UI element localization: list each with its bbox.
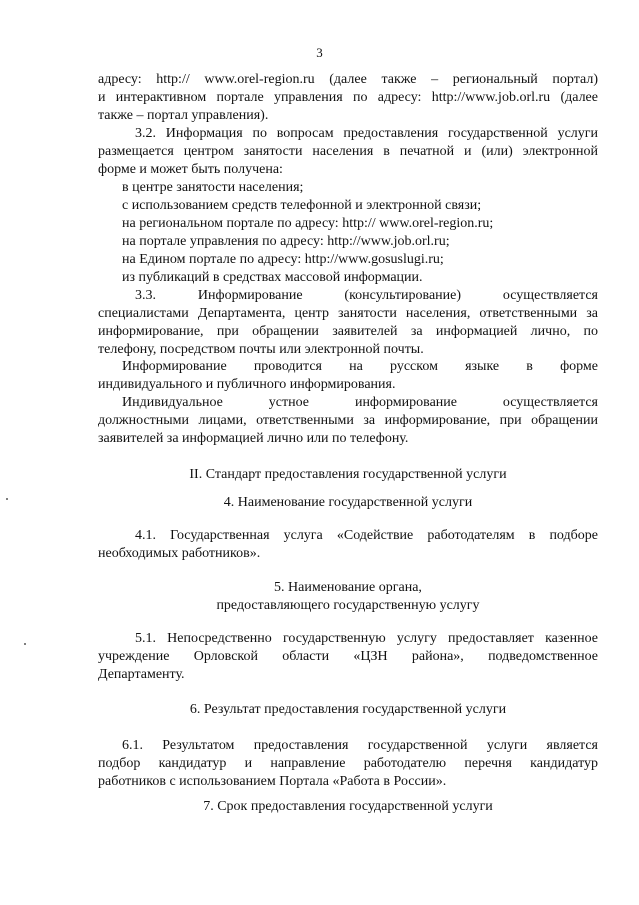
text-line: телефону, посредством почты или электронной почты. [98, 342, 424, 357]
text-line: размещается центром занятости населения в печатной и (или) электронной [98, 144, 598, 159]
paragraph-5-1 [98, 630, 598, 684]
text-line: индивидуального и публичного информирования. [98, 377, 396, 392]
text-line: Информирование проводится на русском языке в форме [122, 359, 598, 374]
paragraph-language [98, 358, 598, 394]
text-line: адресу: http:// www.orel-region.ru (далее также – региональный портал) [98, 72, 598, 87]
text-line: 6.1. Результатом предоставления государственной услуги является [122, 738, 598, 753]
text-line: учреждение Орловской области «ЦЗН района», подведомственное [98, 649, 598, 664]
heading-4 [98, 494, 598, 512]
paragraph-address-continuation [98, 71, 598, 125]
text-line: 3.2. Информация по вопросам предоставления государственной услуги [135, 126, 598, 141]
list-item: на Едином портале по адресу: http://www.gosuslugi.ru; [122, 252, 444, 267]
paragraph-4-1 [98, 527, 598, 563]
information-channels-list [98, 179, 598, 287]
list-item: в центре занятости населения; [122, 180, 304, 195]
text-line: необходимых работников». [98, 546, 261, 561]
text-line: 4.1. Государственная услуга «Содействие работодателям в подборе [135, 528, 598, 543]
heading-text: 7. Срок предоставления государственной услуги [203, 799, 493, 814]
text-line: работников с использованием Портала «Работа в России». [98, 774, 447, 789]
heading-6 [98, 701, 598, 719]
text-line: 3.3. Информирование (консультирование) осуществляется [135, 288, 598, 303]
text-line: также – портал управления). [98, 108, 269, 123]
text-line: подбор кандидатур и направление работодателю перечня кандидатур [98, 756, 598, 771]
scan-speck [6, 498, 8, 500]
list-item: на портале управления по адресу: http://www.job.orl.ru; [122, 234, 450, 249]
paragraph-3-3 [98, 287, 598, 359]
list-item: на региональном портале по адресу: http:// www.orel-region.ru; [122, 216, 494, 231]
paragraph-individual-oral [98, 394, 598, 448]
heading-5 [98, 579, 598, 615]
text-line: 5.1. Непосредственно государственную услугу предоставляет казенное [135, 631, 598, 646]
text-line: и интерактивном портале управления по адресу: http://www.job.orl.ru (далее [98, 90, 598, 105]
list-item: из публикаций в средствах массовой информации. [122, 270, 423, 285]
text-line: форме и может быть получена: [98, 162, 283, 177]
heading-7 [98, 798, 598, 816]
page-number: 3 [316, 45, 323, 60]
heading-text: 6. Результат предоставления государственной услуги [189, 702, 507, 717]
text-line: Департаменту. [98, 667, 185, 682]
text-line: заявителей за информацией лично или по телефону. [98, 431, 409, 446]
paragraph-3-2 [98, 125, 598, 179]
heading-text: II. Стандарт предоставления государственной услуги [189, 467, 507, 482]
heading-text: предоставляющего государственную услугу [216, 598, 480, 613]
section-heading [98, 466, 598, 484]
text-line: Индивидуальное устное информирование осуществляется [122, 395, 598, 410]
text-line: информирование, при обращении заявителей за информацией лично, по [98, 324, 598, 339]
text-line: специалистами Департамента, центр занятости населения, ответственными за [98, 306, 598, 321]
list-item: с использованием средств телефонной и электронной связи; [122, 198, 482, 213]
scan-speck [24, 643, 26, 645]
heading-text: 4. Наименование государственной услуги [223, 495, 473, 510]
text-line: должностными лицами, ответственными за информирование, при обращении [98, 413, 598, 428]
paragraph-6-1 [98, 737, 598, 791]
heading-text: 5. Наименование органа, [274, 580, 422, 595]
